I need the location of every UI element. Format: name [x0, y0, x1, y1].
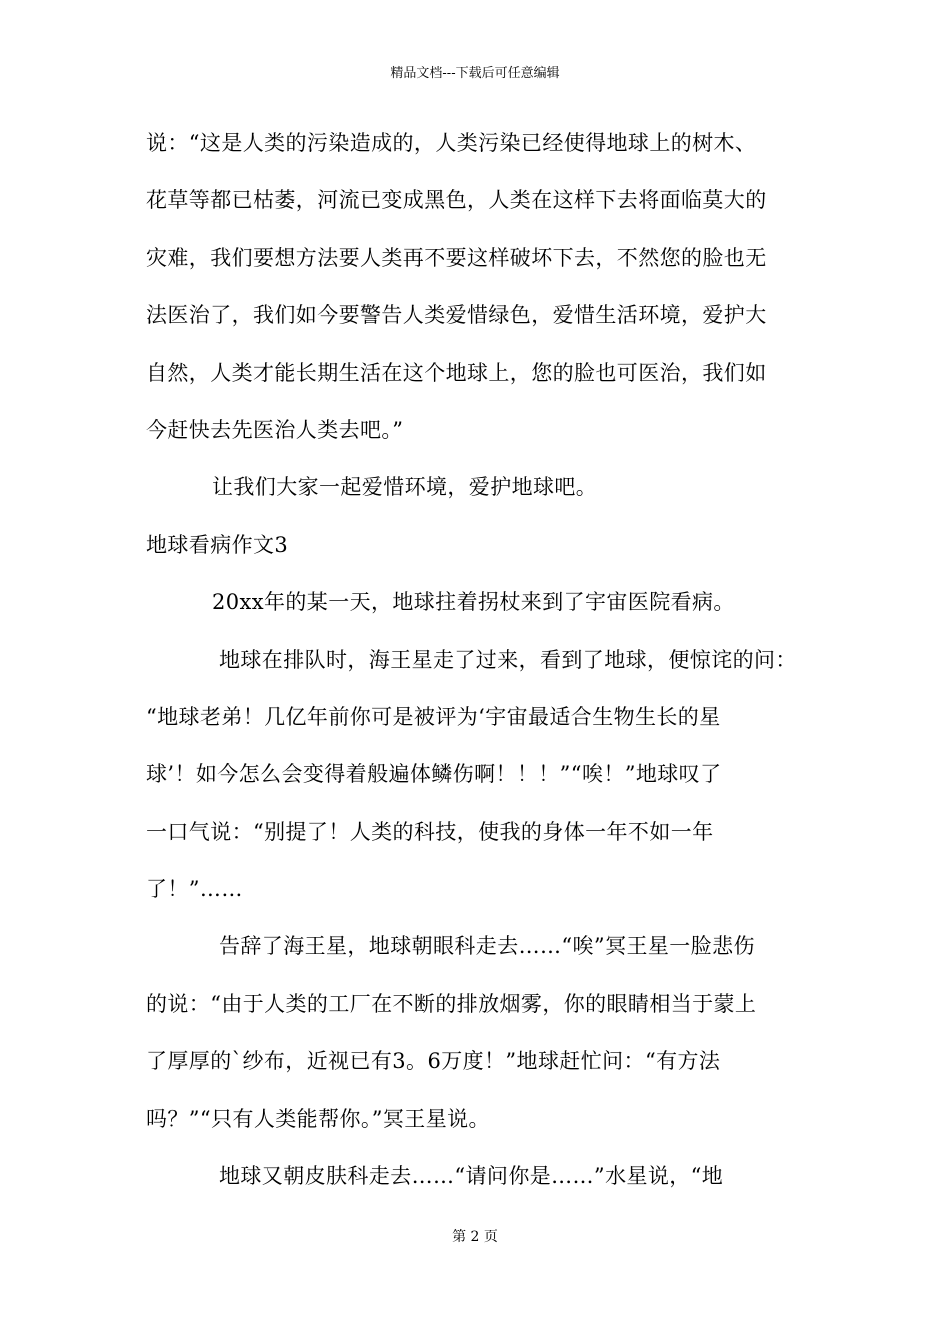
text-line: 自然，人类才能长期生活在这个地球上，您的脸也可医治，我们如 — [146, 360, 767, 385]
page-header: 精品文档---下载后可任意编辑 — [390, 66, 560, 81]
text-line: “地球老弟！几亿年前你可是被评为‘宇宙最适合生物生长的星 — [146, 704, 721, 729]
text-line: 了！”…… — [146, 877, 243, 902]
paragraph-line: 告辞了海王星，地球朝眼科走去……“唉”冥王星一脸悲伤 — [219, 934, 755, 959]
text-line: 球’！如今怎么会变得着般遍体鳞伤啊！！！”“唉！”地球叹了 — [146, 762, 722, 787]
section-title: 地球看病作文3 — [146, 532, 289, 557]
text-line: 吗？”“只有人类能帮你。”冥王星说。 — [146, 1106, 490, 1131]
text-line: 说：“这是人类的污染造成的，人类污染已经使得地球上的树木、 — [146, 131, 757, 155]
text-line: 今赶快去先医治人类去吧。” — [146, 417, 404, 442]
text-line: 一口气说：“别提了！人类的科技，使我的身体一年不如一年 — [146, 819, 714, 844]
paragraph-line: 20xx年的某一天，地球拄着拐杖来到了宇宙医院看病。 — [212, 590, 735, 615]
paragraph-line: 地球又朝皮肤科走去……“请问你是……”水星说，“地 — [219, 1164, 724, 1189]
text-line: 了厚厚的`纱布，近视已有3。6万度！”地球赶忙问：“有方法 — [146, 1049, 721, 1074]
text-line: 法医治了，我们如今要警告人类爱惜绿色，爱惜生活环境，爱护大 — [146, 303, 767, 328]
text-line: 花草等都已枯萎，河流已变成黑色，人类在这样下去将面临莫大的 — [146, 188, 767, 213]
paragraph-line: 让我们大家一起爱惜环境，爱护地球吧。 — [212, 475, 598, 500]
text-line: 灾难，我们要想方法要人类再不要这样破坏下去，不然您的脸也无 — [146, 245, 767, 270]
paragraph-line: 地球在排队时，海王星走了过来，看到了地球，便惊诧的问： — [219, 647, 797, 672]
document-body — [146, 128, 811, 1218]
text-line: 的说：“由于人类的工厂在不断的排放烟雾，你的眼睛相当于蒙上 — [146, 991, 757, 1016]
page-number: 第 2 页 — [452, 1229, 498, 1245]
